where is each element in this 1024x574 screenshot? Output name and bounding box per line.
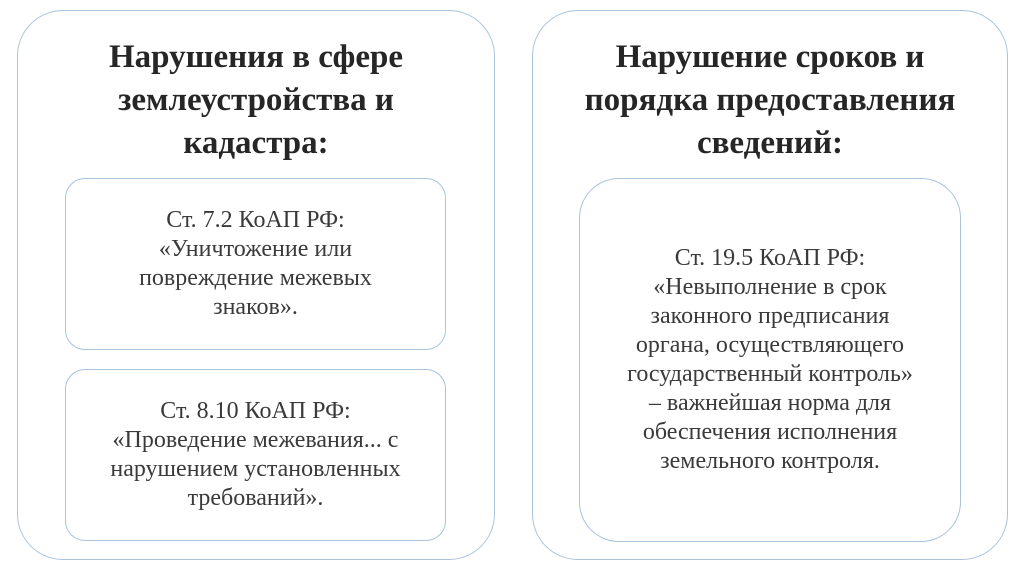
- card-article-7-2: [65, 178, 446, 350]
- card-article-8-10: [65, 369, 446, 541]
- card-text-article-8-10: Ст. 8.10 КоАП РФ: «Проведение межевания... с нарушением установленных требований».: [110, 398, 401, 511]
- card-article-19-5: [579, 178, 961, 542]
- card-text-article-19-5: Ст. 19.5 КоАП РФ: «Невыполнение в срок законного предписания органа, осуществляющего государственный контроль» – важнейшая норма для обеспечения исполнения земельного контроля.: [627, 245, 913, 474]
- panel-title-right: Нарушение сроков и порядка предоставления сведений:: [584, 39, 956, 161]
- card-text-article-7-2: Ст. 7.2 КоАП РФ: «Уничтожение или повреждение межевых знаков».: [139, 207, 372, 320]
- panel-land-management-violations: [17, 10, 495, 560]
- panel-title-left: Нарушения в сфере землеустройства и кадастра:: [109, 39, 403, 161]
- panel-reporting-deadline-violations: [532, 10, 1008, 560]
